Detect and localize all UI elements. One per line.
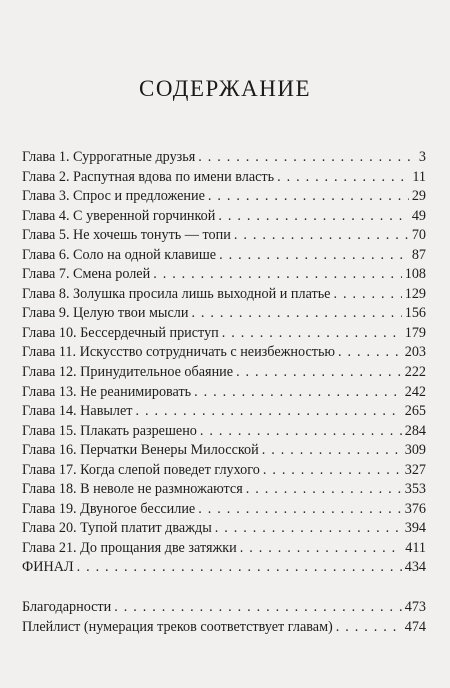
dot-leader [194,383,402,403]
dot-leader [333,285,401,305]
toc-entry-title: ФИНАЛ [22,559,74,576]
toc-entry-title: Глава 3. Спрос и предложение [22,188,205,205]
toc-entry-page-number: 49 [411,207,426,224]
page-title: СОДЕРЖАНИЕ [138,76,311,101]
toc-entry-page-number: 87 [411,246,426,263]
toc-entry-title: Глава 9. Целую твои мысли [22,305,189,322]
toc-entry-page-number: 11 [412,168,426,185]
toc-entry-title: Глава 10. Бессердечный приступ [22,324,219,341]
toc-entry-page-number: 179 [404,324,426,341]
extras-list [22,598,426,637]
toc-entry-page-number: 309 [404,442,426,459]
toc-entry-title: Глава 20. Тупой платит дважды [22,520,212,537]
toc-entry-title: Глава 7. Смена ролей [22,266,151,283]
dot-leader [277,168,409,188]
toc-entry[interactable] [22,539,426,559]
toc-entry-page-number: 474 [404,618,426,635]
toc-entry-title: Глава 11. Искусство сотрудничать с неизбежностью [22,344,336,361]
dot-leader [263,461,402,481]
toc-entry[interactable] [22,265,426,285]
section-gap [22,578,426,598]
toc-entry[interactable] [22,207,426,227]
toc-entry[interactable] [22,519,426,539]
toc-entry[interactable] [22,226,426,246]
toc-entry[interactable] [22,304,426,324]
toc-entry-page-number: 284 [404,422,426,439]
dot-leader [234,226,409,246]
toc-entry-title: Глава 5. Не хочешь тонуть — топи [22,227,231,244]
toc-entry-title: Глава 1. Суррогатные друзья [22,149,196,165]
toc-entry[interactable] [22,618,426,638]
toc-entry-page-number: 70 [411,227,426,244]
dot-leader [198,500,401,520]
toc-entry[interactable] [22,500,426,520]
toc-entry[interactable] [22,480,426,500]
toc-entry-page-number: 129 [404,285,426,302]
toc-entry[interactable] [22,383,426,403]
toc-entry-title: Глава 21. До прощания две затяжки [22,539,237,556]
dot-leader [338,343,402,363]
toc-entry-title: Глава 14. Навылет [22,403,133,420]
toc-entry[interactable] [22,148,426,168]
toc-entry-page-number: 394 [404,520,426,537]
toc-entry[interactable] [22,285,426,305]
toc-entry-page-number: 434 [404,559,426,576]
dot-leader [114,598,401,618]
toc-entry[interactable] [22,441,426,461]
toc-entry-page-number: 411 [405,539,426,556]
toc-entry-title: Глава 17. Когда слепой поведет глухого [22,461,260,478]
toc-entry-title: Глава 12. Принудительное обаяние [22,364,234,381]
toc-entry[interactable] [22,343,426,363]
table-of-contents [22,148,426,637]
dot-leader [246,480,402,500]
toc-entry-page-number: 265 [404,403,426,420]
toc-entry-page-number: 203 [404,344,426,361]
toc-entry-title: Глава 18. В неволе не размножаются [22,481,243,498]
toc-entry-title: Глава 15. Плакать разрешено [22,422,197,439]
toc-entry-title: Глава 13. Не реанимировать [22,383,192,400]
dot-leader [77,558,402,578]
chapter-list [22,148,426,578]
toc-entry-page-number: 376 [404,500,426,517]
toc-entry[interactable] [22,461,426,481]
toc-entry-page-number: 3 [418,149,426,165]
toc-entry-title: Глава 6. Соло на одной клавише [22,246,217,263]
toc-entry[interactable] [22,324,426,344]
toc-entry-page-number: 108 [404,266,426,283]
dot-leader [236,363,402,383]
toc-entry-title: Глава 2. Распутная вдова по имени власть [22,168,275,185]
dot-leader [198,148,416,168]
dot-leader [136,402,402,422]
toc-entry-title: Плейлист (нумерация треков соответствует главам) [22,618,333,635]
toc-entry-page-number: 327 [404,461,426,478]
toc-entry[interactable] [22,558,426,578]
dot-leader [222,324,402,344]
toc-entry[interactable] [22,187,426,207]
toc-entry[interactable] [22,422,426,442]
toc-entry-page-number: 29 [411,188,426,205]
toc-entry-title: Благодарности [22,599,112,616]
toc-entry-page-number: 242 [404,383,426,400]
toc-entry[interactable] [22,598,426,618]
dot-leader [240,539,402,559]
dot-leader [219,246,409,266]
toc-entry-page-number: 473 [404,599,426,616]
toc-entry[interactable] [22,246,426,266]
dot-leader [200,422,402,442]
toc-entry-page-number: 156 [404,305,426,322]
toc-entry-title: Глава 16. Перчатки Венеры Милосской [22,442,259,459]
dot-leader [153,265,402,285]
toc-entry-page-number: 353 [404,481,426,498]
dot-leader [215,519,402,539]
toc-entry-title: Глава 19. Двуногое бессилие [22,500,196,517]
dot-leader [336,618,402,638]
toc-entry[interactable] [22,363,426,383]
toc-entry-page-number: 222 [404,364,426,381]
toc-entry[interactable] [22,402,426,422]
toc-entry-title: Глава 4. С уверенной горчинкой [22,207,216,224]
dot-leader [218,207,408,227]
toc-entry[interactable] [22,168,426,188]
dot-leader [262,441,402,461]
dot-leader [208,187,409,207]
dot-leader [191,304,401,324]
toc-entry-title: Глава 8. Золушка просила лишь выходной и платье [22,285,331,302]
